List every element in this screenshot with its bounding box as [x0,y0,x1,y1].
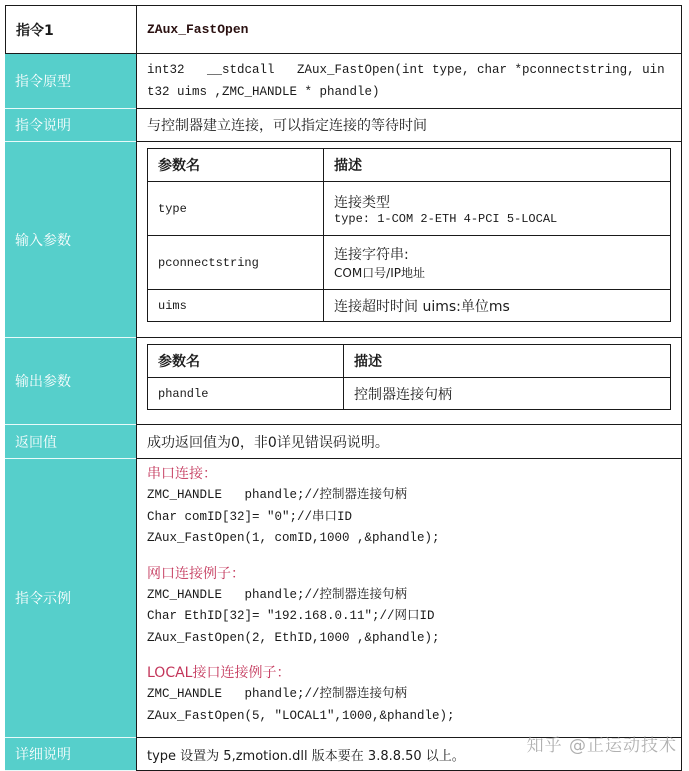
code-line: ZAux_FastOpen(2, EthID,1000 ,&phandle); [147,630,440,645]
example-section [147,662,671,727]
column-header: 参数名 [148,345,344,378]
param-desc: 连接超时时间 uims:单位ms [324,290,671,322]
param-desc-line: COM口号/IP地址 [334,266,425,280]
param-desc [324,182,671,236]
detail-label: 详细说明 [5,738,136,771]
column-header: 参数名 [148,149,324,182]
input-params-value [136,142,682,337]
header-label: 指令1 [5,6,136,53]
param-desc-line: 连接类型 [334,194,390,211]
function-name: ZAux_FastOpen [136,6,682,53]
table-row [148,378,671,410]
output-params-row [5,338,682,425]
param-desc-line: type: 1-COM 2-ETH 4-PCI 5-LOCAL [334,211,558,226]
prototype-line: int32 __stdcall ZAux_FastOpen(int type, char *pconnectstring, uin [147,63,665,77]
example-section [147,463,671,550]
example-section-title: 网口连接例子： [147,565,245,582]
param-name: phandle [148,378,344,410]
column-header: 描述 [344,345,671,378]
example-section-title: LOCAL接口连接例子： [147,665,291,681]
table-row [148,236,671,290]
table-row [148,290,671,322]
output-params-value [136,338,682,424]
description-label: 指令说明 [5,109,136,142]
header-row [5,5,682,54]
example-section [147,563,671,650]
prototype-line: t32 uims ,ZMC_HANDLE * phandle) [147,85,380,99]
code-line: ZMC_HANDLE phandle;//控制器连接句柄 [147,687,408,701]
code-line: Char EthID[32]= "192.168.0.11";//网口ID [147,609,435,623]
prototype-value [136,54,682,108]
description-value: 与控制器建立连接，可以指定连接的等待时间 [136,109,682,141]
example-value [136,459,682,737]
param-desc [324,236,671,290]
return-value-text: 成功返回值为0，非0详见错误码说明。 [136,425,682,458]
prototype-label: 指令原型 [5,54,136,109]
input-params-table [147,148,671,322]
input-params-row [5,142,682,338]
watermark: 知乎 @正运动技术 [526,736,677,756]
param-desc-line: 连接字符串: [334,247,409,263]
param-name: uims [148,290,324,322]
param-name: type [148,182,324,236]
example-label: 指令示例 [5,459,136,738]
param-name: pconnectstring [148,236,324,290]
description-row [5,109,682,142]
code-line: ZMC_HANDLE phandle;//控制器连接句柄 [147,587,408,602]
code-line: ZAux_FastOpen(1, comID,1000 ,&phandle); [147,531,440,545]
param-desc: 控制器连接句柄 [344,378,671,410]
table-row [148,182,671,236]
output-params-label: 输出参数 [5,338,136,425]
return-value-row [5,425,682,459]
input-params-label: 输入参数 [5,142,136,338]
example-row [5,459,682,738]
output-params-table [147,344,671,410]
return-value-label: 返回值 [5,425,136,459]
code-line: ZAux_FastOpen(5, "LOCAL1",1000,&phandle); [147,708,455,723]
column-header: 描述 [324,149,671,182]
example-section-title: 串口连接： [147,466,217,482]
api-doc-table [5,5,682,771]
code-line: Char comID[32]= "0";//串口ID [147,509,353,524]
detail-text: type 设置为 5,zmotion.dll 版本要在 3.8.8.50 以上。 [136,738,682,770]
code-line: ZMC_HANDLE phandle;//控制器连接句柄 [147,488,408,502]
prototype-row [5,54,682,109]
